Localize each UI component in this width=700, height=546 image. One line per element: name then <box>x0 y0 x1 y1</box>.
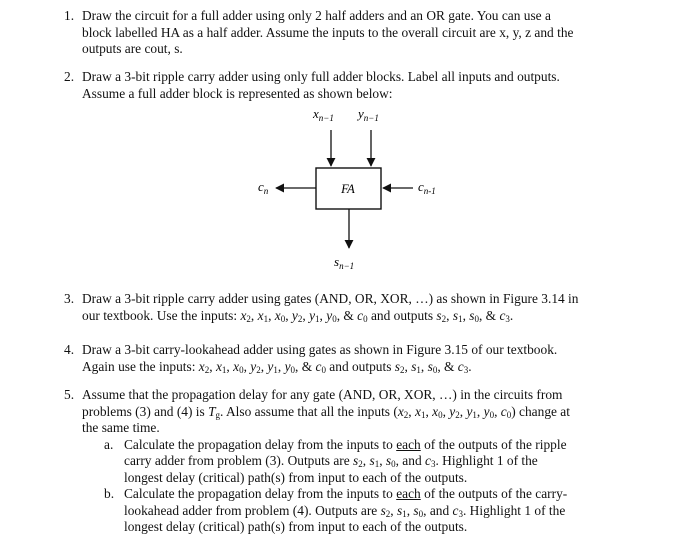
question-text: outputs are cout, s. <box>82 41 183 56</box>
subquestion-text: Calculate the propagation delay from the inputs to each of the outputs of the carry- <box>124 486 568 501</box>
question-number: 4. <box>64 342 75 357</box>
question-text: Draw a 3-bit carry-lookahead adder using gates as shown in Figure 3.15 of our textbook. <box>82 342 558 357</box>
fa-block-label: FA <box>341 182 355 196</box>
question-text: Again use the inputs: $x_2$, $x_1$, $x_0$, $y_2$, $y_1$, $y_0$, & $c_0$ and outputs $s_2$, $s_1$, $s_0$, & $c_3$. <box>82 358 472 375</box>
subquestion-text: lookahead adder from problem (4). Outputs are $s_2$, $s_1$, $s_0$, and $c_3$. Highlight 1 of the <box>124 502 566 519</box>
subquestion-text: longest delay (critical) path(s) from input to each of the outputs. <box>124 519 468 534</box>
question-text: Assume a full adder block is represented as shown below: <box>82 85 393 101</box>
question-text: our textbook. Use the inputs: $x_2$, $x_1$, $x_0$, $y_2$, $y_1$, $y_0$, & $c_0$ and outputs $s_2$, $s_1$, $s_0$, & $c_3$. <box>82 307 514 324</box>
subquestion-text: longest delay (critical) path(s) from input to each of the outputs. <box>124 469 468 485</box>
question-5 <box>64 387 642 536</box>
question-text: Draw a 3-bit ripple carry adder using only full adder blocks. Label all inputs and outputs. <box>82 69 560 84</box>
question-number: 1. <box>64 8 75 23</box>
question-text: Draw a 3-bit ripple carry adder using gates (AND, OR, XOR, …) as shown in Figure 3.14 in <box>82 291 579 306</box>
subquestion-text: carry adder from problem (3). Outputs are $s_2$, $s_1$, $s_0$, and $c_3$. Highlight 1 of the <box>124 453 538 469</box>
question-text: Assume that the propagation delay for any gate (AND, OR, XOR, …) in the circuits from <box>82 387 563 402</box>
input-x-label: $x_{n-1}$ <box>313 106 334 123</box>
subquestion-label: a. <box>104 436 114 452</box>
input-y-label: $y_{n-1}$ <box>358 106 379 123</box>
subquestion-label: b. <box>104 486 115 501</box>
question-text: the same time. <box>82 420 160 435</box>
question-text: block labelled HA as a half adder. Assume the inputs to the overall circuit are x, y, z and the <box>82 24 574 40</box>
sum-label: $s_{n-1}$ <box>334 254 355 271</box>
question-number: 2. <box>64 69 75 84</box>
question-number: 5. <box>64 387 75 402</box>
question-number: 3. <box>64 291 75 306</box>
question-text: Draw the circuit for a full adder using only 2 half adders and an OR gate. You can use a <box>82 8 551 23</box>
subquestion-a <box>104 437 642 487</box>
question-3 <box>64 291 642 324</box>
subquestion-list <box>82 437 642 536</box>
carry-out-label: $c_n$ <box>258 179 269 196</box>
subquestion-text: Calculate the propagation delay from the inputs to each of the outputs of the ripple <box>124 436 567 452</box>
subquestion-b <box>104 486 642 536</box>
carry-in-label: $c_{n-1}$ <box>418 179 436 196</box>
question-4 <box>64 342 642 375</box>
question-text: problems (3) and (4) is $T_g$. Also assume that all the inputs ($x_2$, $x_1$, $x_0$, $y_2$, $y_1$, $y_0$, $c_0$) change at <box>82 403 570 420</box>
